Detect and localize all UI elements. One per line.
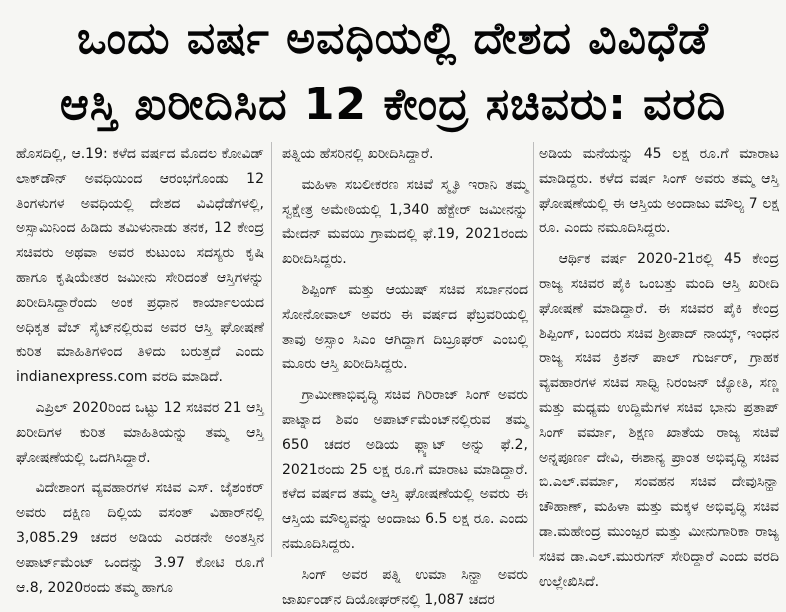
headline-line-1: ಒಂದು ವರ್ಷ ಅವಧಿಯಲ್ಲಿ ದೇಶದ ವಿವಿಧೆಡೆ — [77, 13, 709, 64]
article-column-1 — [16, 142, 264, 596]
paragraph: ಆರ್ಥಿಕ ವರ್ಷ 2020-21ರಲ್ಲಿ 45 ಕೇಂದ್ರ ರಾಜ್ಯ ಸಚಿವರ ಪೈಕಿ ಒಂಬತ್ತು ಮಂದಿ ಆಸ್ತಿ ಖರೀದಿ ಘೋಷಣೆ ಮಾಡಿದ್ದಾರೆ. ಈ ಸಚಿವರ ಪೈಕಿ ಕೇಂದ್ರ ಶಿಪ್ಪಿಂಗ್, ಬಂದರು ಸಚಿವ ಶ್ರೀಪಾದ್ ನಾಯ್ಕ್, ಇಂಧನ ರಾಜ್ಯ ಸಚಿವ ಕ್ರಿಶನ್ ಪಾಲ್ ಗುರ್ಜರ್, ಗ್ರಾಹಕ ವ್ಯವಹಾರಗಳ ಸಚಿವ ಸಾಧ್ವಿ ನಿರಂಜನ್ ಜ್ಯೋತಿ, ಸಣ್ಣ ಮತ್ತು ಮಧ್ಯಮ ಉದ್ದಿಮೆಗಳ ಸಚಿವ ಭಾನು ಪ್ರತಾಪ್ ಸಿಂಗ್ ವರ್ಮಾ, ಶಿಕ್ಷಣ ಖಾತೆಯ ರಾಜ್ಯ ಸಚಿವೆ ಅನ್ನಪೂರ್ಣ ದೇವಿ, ಈಶಾನ್ಯ ಪ್ರಾಂತ ಅಭಿವೃದ್ಧಿ ಸಚಿವ ಬಿ.ಎಲ್.ವರ್ಮಾ, ಸಂವಹನ ಸಚಿವ ದೇವುಸಿನ್ಹಾ ಚೌಹಾಣ್, ಮಹಿಳಾ ಮತ್ತು ಮಕ್ಕಳ ಅಭಿವೃದ್ಧಿ ಸಚಿವ ಡಾ.ಮಹೇಂದ್ರ ಮುಂಜ್ಪರ ಮತ್ತು ಮೀನುಗಾರಿಕಾ ರಾಜ್ಯ ಸಚಿವ ಡಾ.ಎಲ್.ಮುರುಗನ್ ಸೇರಿದ್ದಾರೆ ಎಂದು ವರದಿ ಉಲ್ಲೇಖಿಸಿದೆ. — [539, 251, 779, 590]
article-column-3 — [539, 142, 779, 590]
paragraph: ಗ್ರಾಮೀಣಾಭಿವೃದ್ಧಿ ಸಚಿವ ಗಿರಿರಾಜ್ ಸಿಂಗ್ ಅವರು ಪಾಟ್ನಾದ ಶಿವಂ ಅಪಾರ್ಟ್‌ಮೆಂಟ್‌ನಲ್ಲಿರುವ ತಮ್ಮ 650 ಚದರ ಅಡಿಯ ಫ್ಲ್ಯಾಟ್ ಅನ್ನು ಫೆ.2, 2021ರಂದು 25 ಲಕ್ಷ ರೂ.ಗೆ ಮಾರಾಟ ಮಾಡಿದ್ದಾರೆ. ಕಳೆದ ವರ್ಷದ ತಮ್ಮ ಆಸ್ತಿ ಘೋಷಣೆಯಲ್ಲಿ ಅವರು ಈ ಆಸ್ತಿಯ ಮೌಲ್ಯವನ್ನು ಅಂದಾಜು 6.5 ಲಕ್ಷ ರೂ. ಎಂದು ನಮೂದಿಸಿದ್ದರು. — [282, 387, 528, 552]
paragraph: ಸಿಂಗ್ ಅವರ ಪತ್ನಿ ಉಮಾ ಸಿನ್ಹಾ ಅವರು ಜಾರ್ಖಂಡ್‌ನ ದಿಯೋಘರ್‌ನಲ್ಲಿ 1,087 ಚದರ — [282, 566, 528, 608]
paragraph: ಶಿಪ್ಪಿಂಗ್ ಮತ್ತು ಆಯುಷ್ ಸಚಿವ ಸರ್ಬಾನಂದ ಸೋನೋವಾಲ್ ಅವರು ಈ ವರ್ಷದ ಫೆಬ್ರವರಿಯಲ್ಲಿ ತಾವು ಅಸ್ಸಾಂ ಸಿಎಂ ಆಗಿದ್ದಾಗ ದಿಬ್ರೂಘರ್ ಎಂಬಲ್ಲಿ ಮೂರು ಆಸ್ತಿ ಖರೀದಿಸಿದ್ದರು. — [282, 281, 528, 373]
paragraph: ಪತ್ನಿಯ ಹೆಸರಿನಲ್ಲಿ ಖರೀದಿಸಿದ್ದಾರೆ. — [282, 146, 434, 162]
paragraph: ವಿದೇಶಾಂಗ ವ್ಯವಹಾರಗಳ ಸಚಿವ ಎಸ್. ಜೈಶಂಕರ್ ಅವರು ದಕ್ಷಿಣ ದಿಲ್ಲಿಯ ವಸಂತ್ ವಿಹಾರ್‌ನಲ್ಲಿ 3,085.29 ಚದರ ಅಡಿಯ ಎರಡನೇ ಅಂತಸ್ತಿನ ಅಪಾರ್ಟ್‌ಮೆಂಟ್ ಒಂದನ್ನು 3.97 ಕೋಟಿ ರೂ.ಗೆ ಆ.8, 2020ರಂದು ತಮ್ಮ ಹಾಗೂ — [16, 480, 264, 596]
column-divider — [533, 142, 534, 557]
paragraph: ಮಹಿಳಾ ಸಬಲೀಕರಣ ಸಚಿವೆ ಸ್ಮೃತಿ ಇರಾನಿ ತಮ್ಮ ಸ್ವಕ್ಷೇತ್ರ ಅಮೇಠಿಯಲ್ಲಿ 1,340 ಹೆಕ್ಟೇರ್ ಜಮೀನನ್ನು ಮೇದನ್ ಮವಯಿ ಗ್ರಾಮದಲ್ಲಿ ಫೆ.19, 2021ರಂದು ಖರೀದಿಸಿದ್ದರು. — [282, 176, 528, 268]
headline — [0, 0, 786, 140]
headline-line-2: ಆಸ್ತಿ ಖರೀದಿಸಿದ 12 ಕೇಂದ್ರ ಸಚಿವರು: ವರದಿ — [59, 79, 727, 130]
paragraph: ಹೊಸದಿಲ್ಲಿ, ಆ.19: ಕಳೆದ ವರ್ಷದ ಮೊದಲ ಕೋವಿಡ್ ಲಾಕ್‌ಡೌನ್ ಅವಧಿಯಿಂದ ಆರಂಭಗೊಂಡು 12 ತಿಂಗಳುಗಳ ಅವಧಿಯಲ್ಲಿ ದೇಶದ ವಿವಿಧೆಡೆಗಳಲ್ಲಿ, ಅಸ್ಸಾಮಿನಿಂದ ಹಿಡಿದು ತಮಿಳುನಾಡು ತನಕ, 12 ಕೇಂದ್ರ ಸಚಿವರು ಅಥವಾ ಅವರ ಕುಟುಂಬ ಸದಸ್ಯರು ಕೃಷಿ ಹಾಗೂ ಕೃಷಿಯೇತರ ಜಮೀನು ಸೇರಿದಂತೆ ಆಸ್ತಿಗಳನ್ನು ಖರೀದಿಸಿದ್ದಾರೆಂದು ಅಂಕ ಪ್ರಧಾನ ಕಾರ್ಯಾಲಯದ ಅಧಿಕೃತ ವೆಬ್ ಸೈಟ್‌ನಲ್ಲಿರುವ ಅವರ ಆಸ್ತಿ ಘೋಷಣೆ ಕುರಿತ ಮಾಹಿತಿಗಳಿಂದ ತಿಳಿದು ಬರುತ್ತದೆ ಎಂದು indianexpress.com ವರದಿ ಮಾಡಿದೆ. — [16, 146, 264, 386]
article-column-2 — [282, 142, 528, 608]
paragraph: ಎಪ್ರಿಲ್ 2020ರಿಂದ ಒಟ್ಟು 12 ಸಚಿವರ 21 ಆಸ್ತಿ ಖರೀದಿಗಳ ಕುರಿತ ಮಾಹಿತಿಯನ್ನು ತಮ್ಮ ಆಸ್ತಿ ಘೋಷಣೆಯಲ್ಲಿ ಒದಗಿಸಿದ್ದಾರೆ. — [16, 399, 264, 466]
paragraph: ಅಡಿಯ ಮನೆಯನ್ನು 45 ಲಕ್ಷ ರೂ.ಗೆ ಮಾರಾಟ ಮಾಡಿದ್ದರು. ಕಳೆದ ವರ್ಷ ಸಿಂಗ್ ಅವರು ತಮ್ಮ ಆಸ್ತಿ ಘೋಷಣೆಯಲ್ಲಿ ಈ ಆಸ್ತಿಯ ಅಂದಾಜು ಮೌಲ್ಯ 7 ಲಕ್ಷ ರೂ. ಎಂದು ನಮೂದಿಸಿದ್ದರು. — [539, 146, 779, 237]
column-divider — [271, 142, 272, 557]
